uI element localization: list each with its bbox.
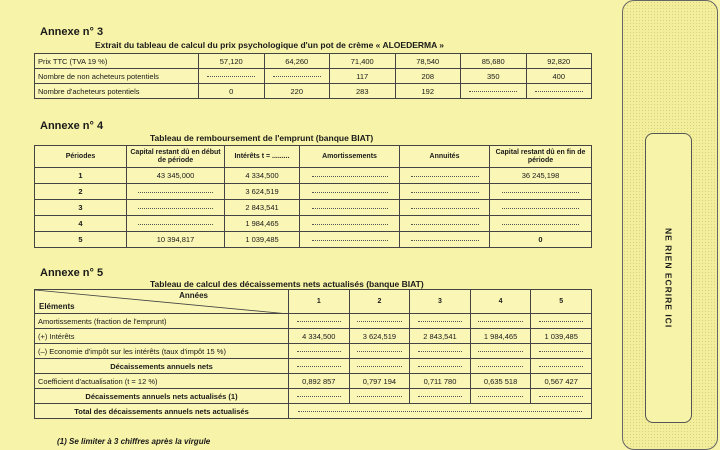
table-cell: 10 394,817 bbox=[127, 232, 225, 248]
table-cell bbox=[410, 314, 471, 329]
dotted-blank bbox=[535, 91, 583, 92]
dotted-blank bbox=[357, 321, 401, 322]
annexe4-table bbox=[34, 145, 592, 248]
row-label: Total des décaissements annuels nets actualisés bbox=[35, 404, 289, 419]
dotted-blank bbox=[273, 76, 321, 77]
table-cell bbox=[300, 200, 400, 216]
table-cell: 2 843,541 bbox=[225, 200, 300, 216]
table-row bbox=[35, 232, 592, 248]
table-cell: 3 624,519 bbox=[349, 329, 410, 344]
annexe5-table bbox=[34, 289, 592, 419]
dotted-blank bbox=[478, 366, 522, 367]
table-cell bbox=[349, 389, 410, 404]
year-header: 3 bbox=[410, 290, 471, 314]
table-cell bbox=[400, 200, 490, 216]
dotted-blank bbox=[478, 396, 522, 397]
dotted-blank bbox=[502, 208, 580, 209]
annexe4-title: Annexe n° 4 bbox=[40, 120, 104, 132]
year-header: 4 bbox=[470, 290, 531, 314]
table-cell: 64,260 bbox=[264, 54, 330, 69]
table-cell: 283 bbox=[330, 84, 396, 99]
dotted-blank bbox=[312, 208, 388, 209]
table-cell bbox=[490, 200, 592, 216]
table-row bbox=[35, 314, 592, 329]
row-label: Prix TTC (TVA 19 %) bbox=[35, 54, 199, 69]
table-cell bbox=[490, 184, 592, 200]
year-header: 1 bbox=[289, 290, 350, 314]
column-header: Périodes bbox=[35, 146, 127, 168]
row-label: Décaissements annuels nets bbox=[35, 359, 289, 374]
annexe5-subtitle: Tableau de calcul des décaissements nets actualisés (banque BIAT) bbox=[150, 279, 424, 289]
table-cell: 78,540 bbox=[395, 54, 461, 69]
row-label: Nombre de non acheteurs potentiels bbox=[35, 69, 199, 84]
annees-label: Années bbox=[179, 291, 208, 300]
table-cell bbox=[127, 200, 225, 216]
row-label: Décaissements annuels nets actualisés (1) bbox=[35, 389, 289, 404]
row-label: Nombre d'acheteurs potentiels bbox=[35, 84, 199, 99]
period-cell: 5 bbox=[35, 232, 127, 248]
table-cell: 1 039,485 bbox=[225, 232, 300, 248]
table-cell: 85,680 bbox=[461, 54, 527, 69]
dotted-blank bbox=[469, 91, 517, 92]
dotted-blank bbox=[297, 396, 341, 397]
table-cell bbox=[490, 216, 592, 232]
dotted-blank bbox=[357, 351, 401, 352]
table-cell: 0,892 857 bbox=[289, 374, 350, 389]
dotted-blank bbox=[312, 192, 388, 193]
table-cell: 4 334,500 bbox=[289, 329, 350, 344]
table-cell bbox=[400, 168, 490, 184]
table-row bbox=[35, 54, 592, 69]
dotted-blank bbox=[411, 208, 479, 209]
table-cell: 0,711 780 bbox=[410, 374, 471, 389]
table-cell bbox=[264, 69, 330, 84]
table-cell bbox=[349, 314, 410, 329]
dotted-blank bbox=[312, 224, 388, 225]
table-cell: 208 bbox=[395, 69, 461, 84]
table-cell: 400 bbox=[526, 69, 592, 84]
footnote: (1) Se limiter à 3 chiffres après la virgule bbox=[57, 437, 211, 446]
annexe3-table bbox=[34, 53, 592, 99]
table-cell bbox=[531, 344, 592, 359]
table-cell: 220 bbox=[264, 84, 330, 99]
table-cell: 1 039,485 bbox=[531, 329, 592, 344]
column-header: Capital restant dû en fin de période bbox=[490, 146, 592, 168]
dotted-blank bbox=[539, 351, 584, 352]
table-cell bbox=[289, 344, 350, 359]
table-cell: 1 984,465 bbox=[470, 329, 531, 344]
dotted-blank bbox=[411, 192, 479, 193]
table-cell bbox=[289, 314, 350, 329]
column-header: Amortissements bbox=[300, 146, 400, 168]
table-cell bbox=[127, 184, 225, 200]
dotted-blank bbox=[418, 396, 462, 397]
table-cell bbox=[526, 84, 592, 99]
dotted-blank bbox=[207, 76, 255, 77]
table-row bbox=[35, 329, 592, 344]
dotted-blank bbox=[418, 321, 462, 322]
table-cell bbox=[470, 389, 531, 404]
table-cell: 92,820 bbox=[526, 54, 592, 69]
table-cell: 192 bbox=[395, 84, 461, 99]
table-row bbox=[35, 216, 592, 232]
table-cell: 4 334,500 bbox=[225, 168, 300, 184]
dotted-blank bbox=[502, 224, 580, 225]
elements-label: Eléments bbox=[39, 302, 75, 311]
table-cell bbox=[289, 389, 350, 404]
dotted-blank bbox=[418, 351, 462, 352]
dotted-blank bbox=[297, 366, 341, 367]
table-row bbox=[35, 168, 592, 184]
dotted-blank bbox=[411, 224, 479, 225]
table-cell bbox=[470, 314, 531, 329]
column-header: Capital restant dû en début de période bbox=[127, 146, 225, 168]
table-row bbox=[35, 69, 592, 84]
table-row bbox=[35, 389, 592, 404]
table-row bbox=[35, 344, 592, 359]
annexe4-subtitle: Tableau de remboursement de l'emprunt (banque BIAT) bbox=[150, 133, 374, 143]
annexe5-title: Annexe n° 5 bbox=[40, 267, 104, 279]
table-row bbox=[35, 404, 592, 419]
table-row bbox=[35, 84, 592, 99]
table-cell bbox=[470, 344, 531, 359]
column-header: Annuités bbox=[400, 146, 490, 168]
table-cell bbox=[300, 232, 400, 248]
dotted-blank bbox=[411, 240, 479, 241]
table-cell bbox=[400, 184, 490, 200]
table-cell: 0 bbox=[490, 232, 592, 248]
period-cell: 2 bbox=[35, 184, 127, 200]
table-cell bbox=[400, 216, 490, 232]
year-header: 2 bbox=[349, 290, 410, 314]
total-cell bbox=[289, 404, 592, 419]
table-cell bbox=[289, 359, 350, 374]
table-cell bbox=[400, 232, 490, 248]
dotted-blank bbox=[478, 351, 522, 352]
table-cell: 0,797 194 bbox=[349, 374, 410, 389]
table-cell bbox=[127, 216, 225, 232]
no-write-label: NE RIEN ECRIRE ICI bbox=[663, 227, 674, 329]
table-cell bbox=[300, 184, 400, 200]
dotted-blank bbox=[297, 321, 341, 322]
dotted-blank bbox=[138, 192, 212, 193]
table-cell bbox=[461, 84, 527, 99]
annexe5-corner-header bbox=[35, 290, 289, 314]
table-cell bbox=[410, 389, 471, 404]
table-cell bbox=[470, 359, 531, 374]
table-cell bbox=[531, 359, 592, 374]
table-cell: 0,567 427 bbox=[531, 374, 592, 389]
year-header: 5 bbox=[531, 290, 592, 314]
table-cell bbox=[531, 314, 592, 329]
dotted-blank bbox=[411, 176, 479, 177]
table-cell bbox=[349, 359, 410, 374]
dotted-blank bbox=[138, 224, 212, 225]
dotted-blank bbox=[539, 396, 584, 397]
dotted-blank bbox=[297, 351, 341, 352]
table-row bbox=[35, 359, 592, 374]
table-row bbox=[35, 200, 592, 216]
table-cell: 1 984,465 bbox=[225, 216, 300, 232]
dotted-blank bbox=[298, 411, 581, 412]
dotted-blank bbox=[357, 396, 401, 397]
table-cell: 117 bbox=[330, 69, 396, 84]
column-header: Intérêts t = ......... bbox=[225, 146, 300, 168]
table-cell bbox=[531, 389, 592, 404]
dotted-blank bbox=[502, 192, 580, 193]
table-row bbox=[35, 374, 592, 389]
table-cell: 2 843,541 bbox=[410, 329, 471, 344]
annexe3-title: Annexe n° 3 bbox=[40, 26, 104, 38]
table-cell: 0 bbox=[199, 84, 265, 99]
table-cell: 0,635 518 bbox=[470, 374, 531, 389]
row-label: Amortissements (fraction de l'emprunt) bbox=[35, 314, 289, 329]
row-label: (–) Economie d'impôt sur les intérêts (taux d'impôt 15 %) bbox=[35, 344, 289, 359]
table-cell: 350 bbox=[461, 69, 527, 84]
table-cell bbox=[349, 344, 410, 359]
dotted-blank bbox=[357, 366, 401, 367]
table-cell bbox=[199, 69, 265, 84]
period-cell: 1 bbox=[35, 168, 127, 184]
table-cell bbox=[300, 216, 400, 232]
table-cell: 3 624,519 bbox=[225, 184, 300, 200]
table-cell bbox=[410, 344, 471, 359]
no-write-box bbox=[645, 133, 692, 423]
table-cell: 43 345,000 bbox=[127, 168, 225, 184]
dotted-blank bbox=[312, 240, 388, 241]
row-label: Coefficient d'actualisation (t = 12 %) bbox=[35, 374, 289, 389]
dotted-blank bbox=[539, 321, 584, 322]
table-row bbox=[35, 184, 592, 200]
table-cell: 36 245,198 bbox=[490, 168, 592, 184]
dotted-blank bbox=[418, 366, 462, 367]
table-cell bbox=[410, 359, 471, 374]
period-cell: 3 bbox=[35, 200, 127, 216]
table-cell bbox=[300, 168, 400, 184]
period-cell: 4 bbox=[35, 216, 127, 232]
row-label: (+) Intérêts bbox=[35, 329, 289, 344]
dotted-blank bbox=[478, 321, 522, 322]
dotted-blank bbox=[539, 366, 584, 367]
table-cell: 57,120 bbox=[199, 54, 265, 69]
annexe3-subtitle: Extrait du tableau de calcul du prix psychologique d'un pot de crème « ALOEDERMA » bbox=[95, 40, 445, 50]
table-cell: 71,400 bbox=[330, 54, 396, 69]
dotted-blank bbox=[138, 208, 212, 209]
dotted-blank bbox=[312, 176, 388, 177]
